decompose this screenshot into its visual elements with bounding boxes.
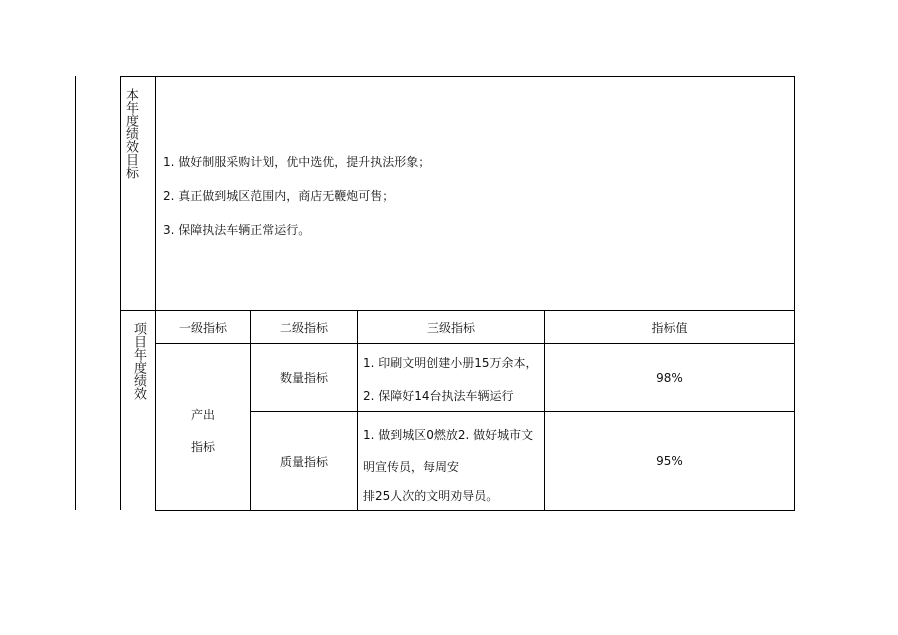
row2-level2: 质量指标 (279, 454, 328, 469)
header-level3: 三级指标 (426, 320, 475, 335)
row2-level3-line1: 1. 做到城区0燃放2. 做好城市文 (363, 428, 534, 442)
level1-line2: 指标 (191, 440, 216, 454)
header-level2: 二级指标 (279, 320, 328, 335)
goal-section-label: 本年度绩效目标 (123, 88, 138, 179)
top-border (120, 76, 795, 77)
goal-item-3: 3. 保障执法车辆正常运行。 (163, 223, 311, 237)
right-border (794, 76, 795, 510)
row2-value: 95% (656, 454, 683, 468)
header-level1: 一级指标 (178, 320, 227, 335)
row2-level3-line2: 明宣传员，每周安 (363, 460, 460, 474)
perf-section-label: 项目年度绩效 (131, 322, 146, 400)
row1-level3-line1: 1. 印刷文明创建小册15万余本， (363, 356, 538, 370)
table-bottom (155, 510, 795, 511)
row1-value: 98% (656, 370, 683, 385)
row1-level3-line2: 2. 保障好14台执法车辆运行 (363, 389, 514, 403)
row1-level2: 数量指标 (279, 371, 328, 385)
row2-level3-line3: 排25人次的文明劝导员。 (363, 489, 499, 503)
label-column-right (155, 76, 156, 510)
label-column-left (120, 76, 121, 510)
outer-left-border (75, 76, 76, 510)
header-value: 指标值 (651, 320, 688, 335)
goal-item-2: 2. 真正做到城区范围内，商店无鞭炮可售； (163, 189, 395, 203)
level1-line1: 产出 (191, 408, 216, 422)
goal-item-1: 1. 做好制服采购计划，优中选优，提升执法形象； (163, 155, 431, 169)
